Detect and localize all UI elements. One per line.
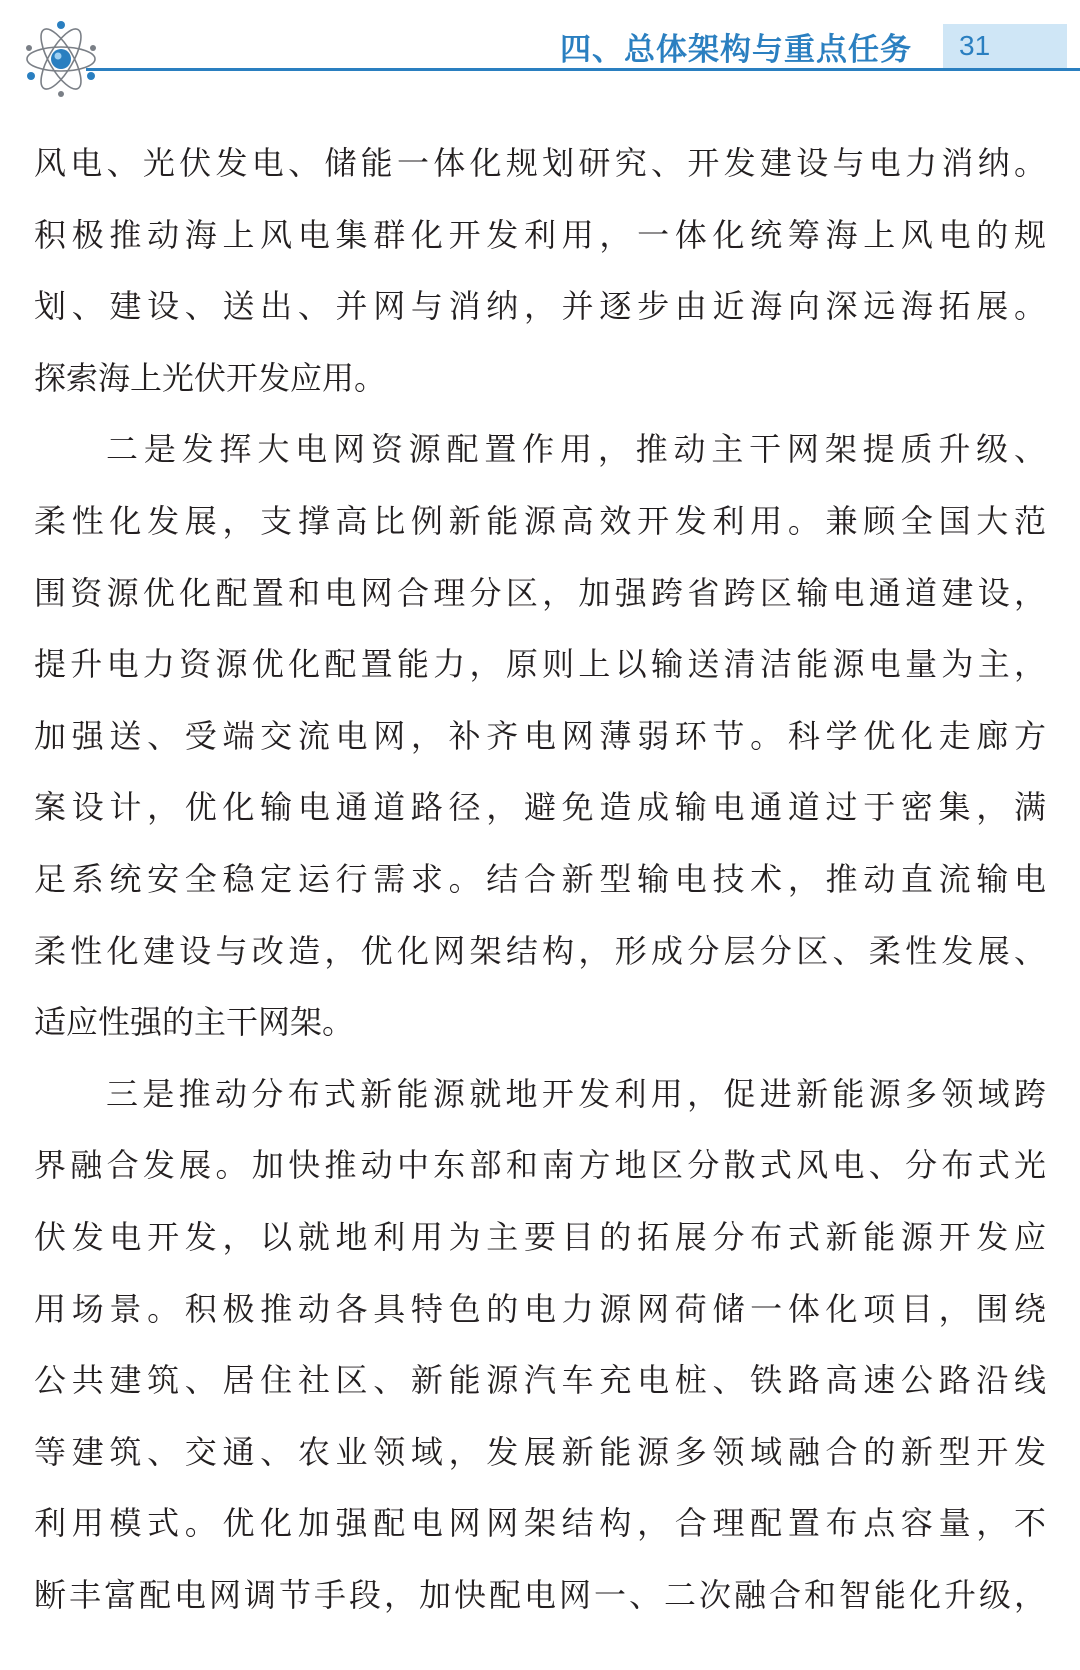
text-line: 等建筑、交通、农业领域，发展新能源多领域融合的新型开发 bbox=[34, 1432, 1046, 1471]
paragraph bbox=[34, 1059, 1046, 1632]
atom-icon bbox=[24, 18, 98, 100]
text-line: 加强送、受端交流电网，补齐电网薄弱环节。科学优化走廊方 bbox=[34, 716, 1046, 755]
paragraph bbox=[34, 414, 1046, 1058]
text-line: 案设计，优化输电通道路径，避免造成输电通道过于密集，满 bbox=[34, 788, 1046, 827]
header-rule bbox=[86, 68, 1080, 71]
page-header bbox=[0, 0, 1080, 110]
text-line: 柔性化建设与改造，优化网架结构，形成分层分区、柔性发展、 bbox=[34, 931, 1046, 970]
text-line: 利用模式。优化加强配电网网架结构，合理配置布点容量，不 bbox=[34, 1504, 1046, 1543]
body-text bbox=[34, 128, 1046, 1631]
text-line: 探索海上光伏开发应用。 bbox=[34, 358, 387, 397]
text-line: 三是推动分布式新能源就地开发利用，促进新能源多领域跨 bbox=[106, 1074, 1046, 1113]
text-line: 断丰富配电网调节手段，加快配电网一、二次融合和智能化升级， bbox=[34, 1575, 1046, 1614]
text-line: 公共建筑、居住社区、新能源汽车充电桩、铁路高速公路沿线 bbox=[34, 1361, 1046, 1400]
text-line: 风电、光伏发电、储能一体化规划研究、开发建设与电力消纳。 bbox=[34, 144, 1046, 182]
text-line: 柔性化发展，支撑高比例新能源高效开发利用。兼顾全国大范 bbox=[34, 501, 1046, 540]
section-title: 四、总体架构与重点任务 bbox=[560, 32, 912, 68]
text-line: 提升电力资源优化配置能力，原则上以输送清洁能源电量为主， bbox=[34, 645, 1046, 684]
text-line: 界融合发展。加快推动中东部和南方地区分散式风电、分布式光 bbox=[34, 1146, 1046, 1185]
text-line: 伏发电开发，以就地利用为主要目的拓展分布式新能源开发应 bbox=[34, 1217, 1046, 1256]
text-line: 适应性强的主干网架。 bbox=[34, 1003, 355, 1042]
text-line: 用场景。积极推动各具特色的电力源网荷储一体化项目，围绕 bbox=[34, 1289, 1046, 1328]
paragraph bbox=[34, 128, 1046, 414]
text-line: 足系统安全稳定运行需求。结合新型输电技术，推动直流输电 bbox=[34, 859, 1046, 898]
text-line: 积极推动海上风电集群化开发利用，一体化统筹海上风电的规 bbox=[34, 215, 1046, 254]
text-line: 二是发挥大电网资源配置作用，推动主干网架提质升级、 bbox=[106, 430, 1046, 469]
page-number: 31 bbox=[959, 30, 991, 61]
text-line: 划、建设、送出、并网与消纳，并逐步由近海向深远海拓展。 bbox=[34, 287, 1046, 326]
text-line: 围资源优化配置和电网合理分区，加强跨省跨区输电通道建设， bbox=[34, 573, 1046, 612]
page-number-box bbox=[943, 24, 1067, 68]
